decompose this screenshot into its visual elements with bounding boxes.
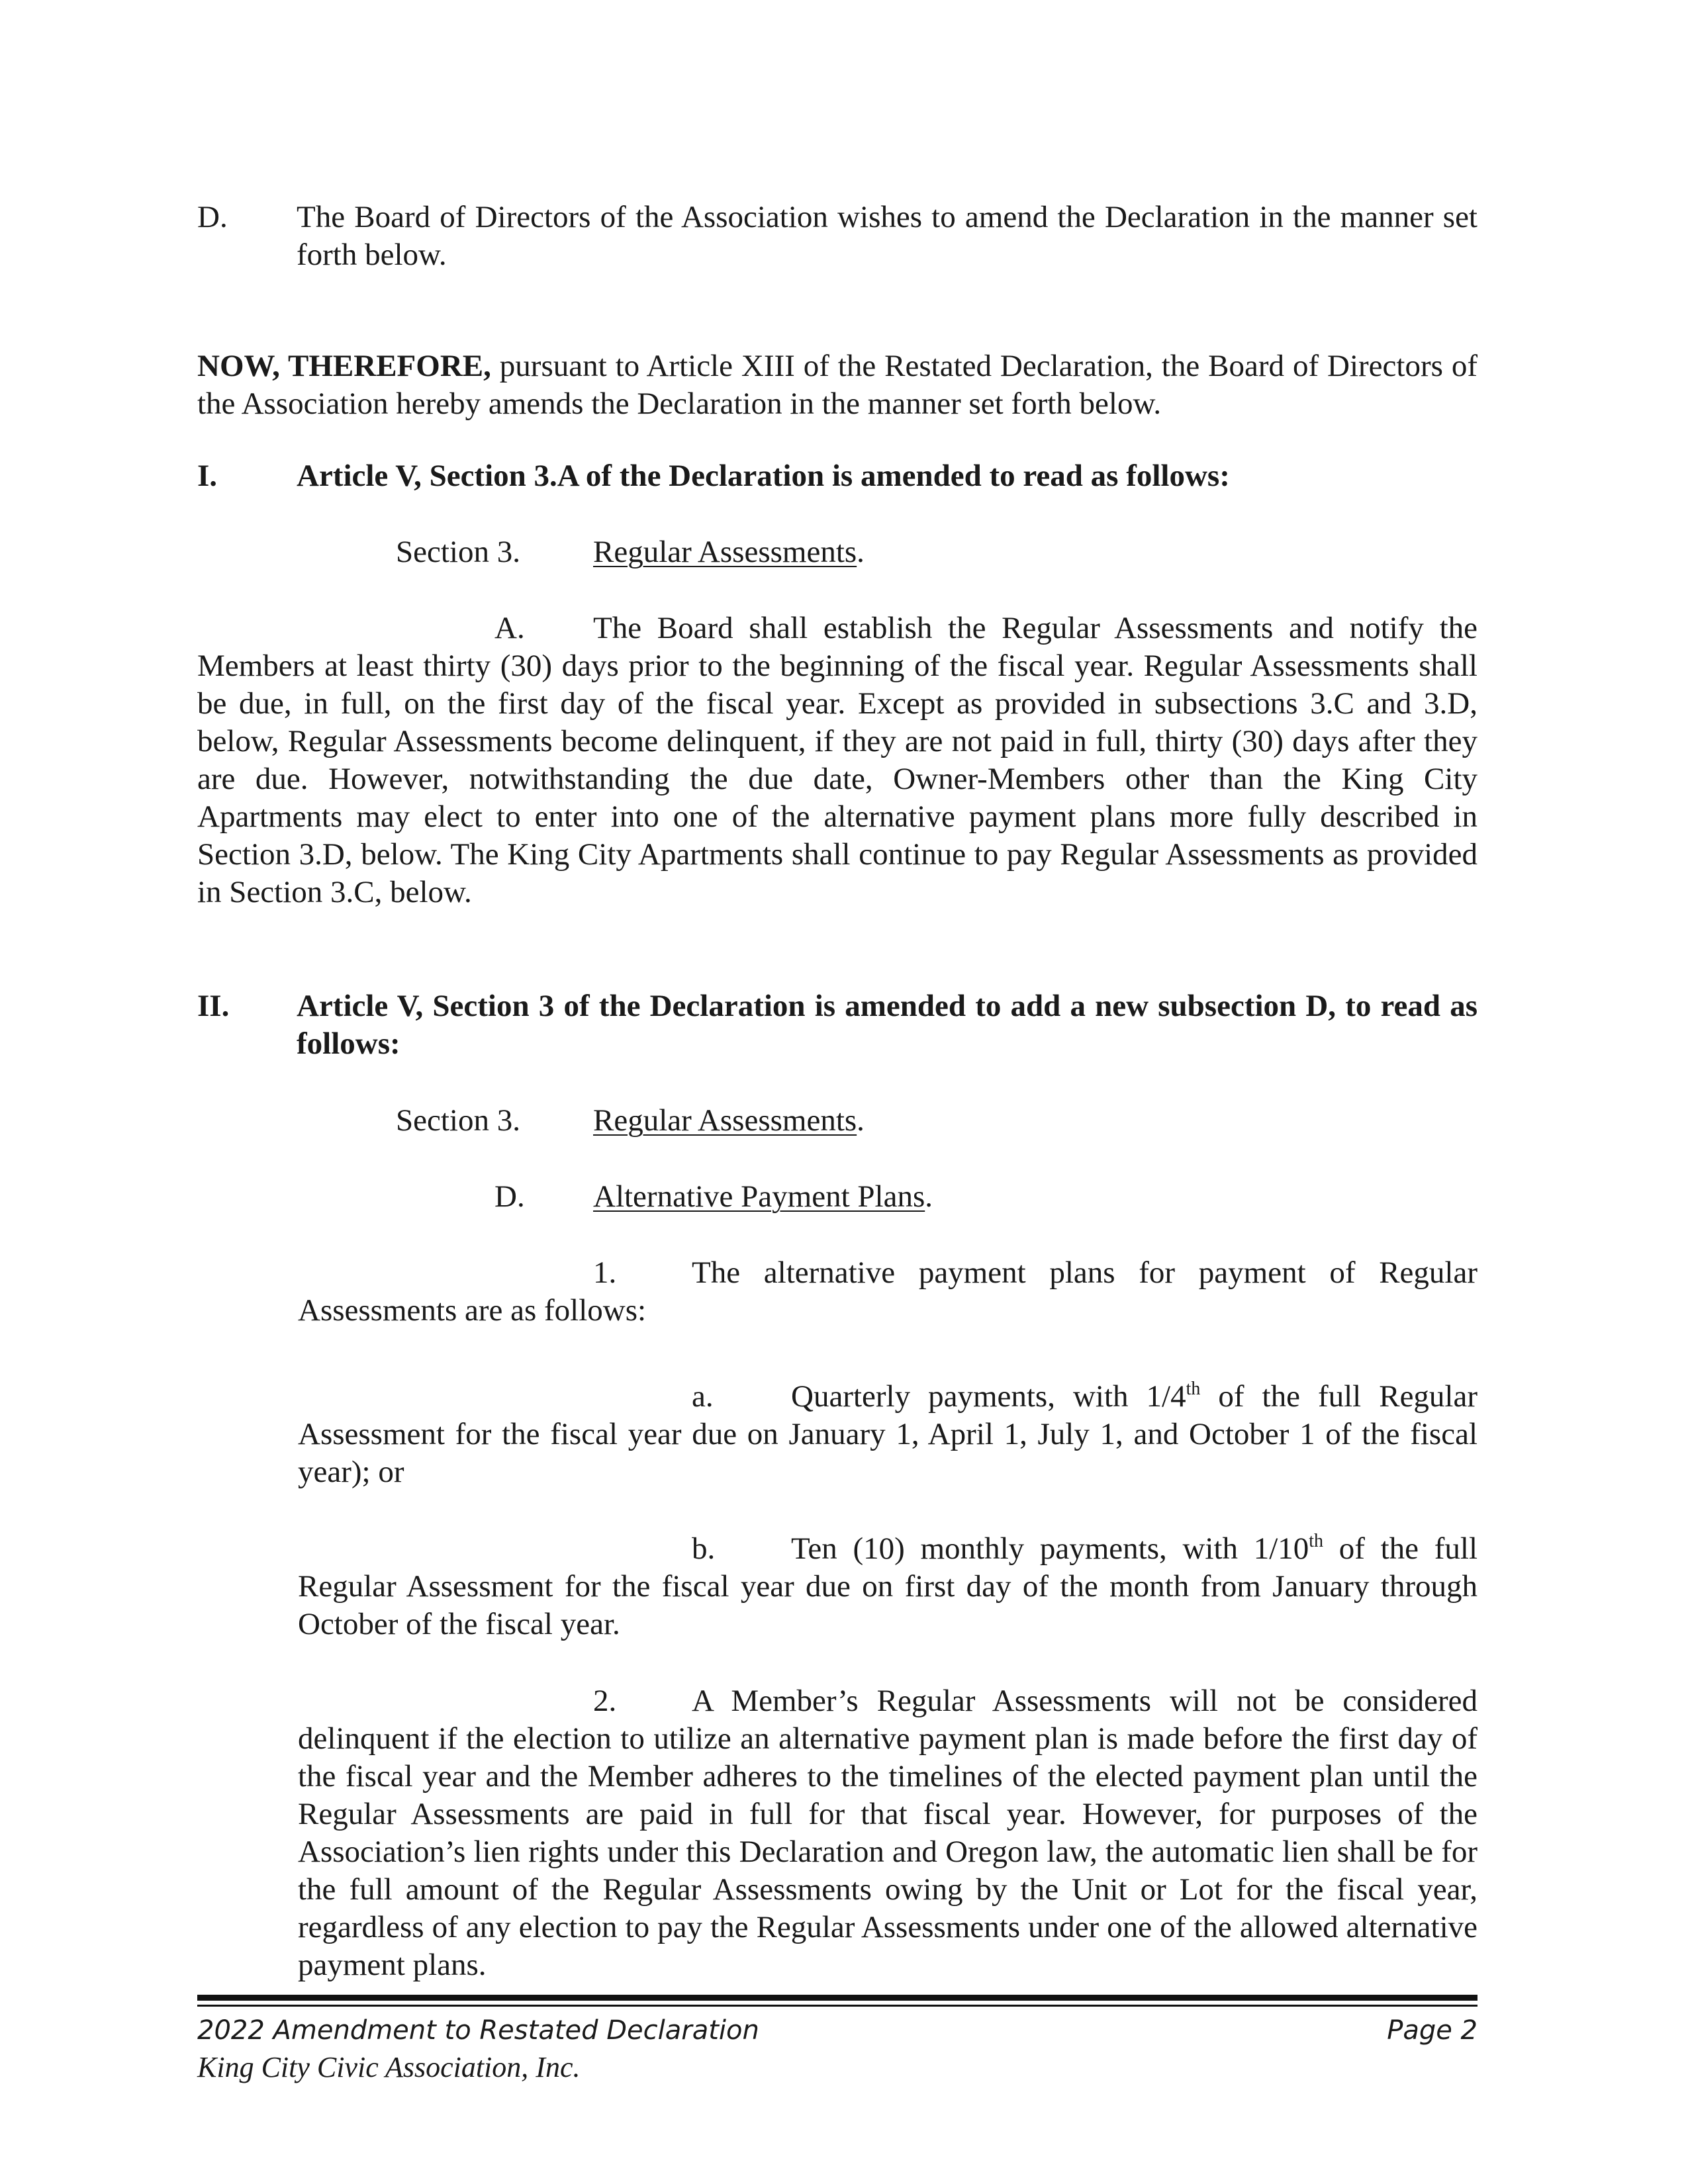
now-therefore-lead: NOW, THEREFORE, [197, 349, 491, 383]
amendment-1-para-first-line: The Board shall establish the Regular Assessments and notify the [593, 611, 1477, 645]
recital-d-text: The Board of Directors of the Association wishes to amend the Declaration in the manner set forth below. [297, 200, 1477, 272]
item-a-first-pre: Quarterly payments, with 1/4 [791, 1379, 1186, 1414]
amendment-1-label: I. [197, 459, 218, 493]
item-b-first-post: of the full [1323, 1531, 1478, 1566]
recital-d-label: D. [197, 200, 228, 234]
item-a-first-line [791, 1378, 1477, 1416]
amendment-2-heading [197, 987, 1477, 1063]
amendment-2-section-label: Section 3. [396, 1103, 520, 1138]
item-a-sup: th [1186, 1379, 1201, 1399]
footer-rule-thin [197, 2005, 1477, 2007]
footer-page-number: Page 2 [1387, 2015, 1477, 2046]
item-1-label: 1. [593, 1255, 617, 1290]
item-b-label: b. [692, 1531, 716, 1566]
amendment-1-section-label: Section 3. [396, 535, 520, 569]
footer [197, 2012, 1477, 2086]
item-b-first-line [791, 1530, 1477, 1568]
amendment-1-section-title: Regular Assessments [593, 535, 857, 569]
item-a-label: a. [692, 1379, 714, 1414]
amendment-2-label: II. [197, 989, 230, 1023]
item-b-body: Regular Assessment for the fiscal year due on first day of the month from January through October of the fiscal year. [298, 1569, 1477, 1641]
footer-rule-thick [197, 1995, 1477, 2001]
item-1-first-line: The alternative payment plans for payment of Regular [692, 1255, 1477, 1290]
item-2-body: delinquent if the election to utilize an alternative payment plan is made before the first day of the fiscal year and the Member adheres to the timelines of the elected payment plan until the Regular Assessments are paid in full for that fiscal year. However, for purposes of the Association’s lien rights under this Declaration and Oregon law, the automatic lien shall be for the full amount of the Regular Assessments owing by the Unit or Lot for the fiscal year, regardless of any election to pay the Regular Assessments under one of the allowed alternative payment plans. [298, 1721, 1477, 1982]
amendment-1-para-label: A. [494, 611, 525, 645]
item-1-body: Assessments are as follows: [298, 1293, 647, 1328]
subsection-d-title: Alternative Payment Plans [593, 1179, 925, 1214]
amendment-1-para-body: Members at least thirty (30) days prior to the beginning of the fiscal year. Regular Assessments shall be due, in full, on the first day of the fiscal year. Except as provided in subsections 3.C and 3.D, below, Regular Assessments become delinquent, if they are not paid in full, thirty (30) days after they are due. However, notwithstanding the due date, Owner-Members other than the King City Apartments may elect to enter into one of the alternative payment plans more fully described in Section 3.D, below. The King City Apartments shall continue to pay Regular Assessments as provided in Section 3.C, below. [197, 649, 1477, 909]
item-a-body: Assessment for the fiscal year due on January 1, April 1, July 1, and October 1 of the fiscal year); or [298, 1417, 1477, 1489]
footer-title: 2022 Amendment to Restated Declaration [197, 2015, 759, 2046]
now-therefore-text: pursuant to Article XIII of the Restated Declaration, the Board of Directors of the Association hereby amends the Declaration in the manner set forth below. [197, 349, 1477, 421]
amendment-2-section-title: Regular Assessments [593, 1103, 857, 1138]
amendment-1-heading-text: Article V, Section 3.A of the Declaration is amended to read as follows: [297, 459, 1230, 493]
recital-d [197, 199, 1477, 274]
now-therefore-paragraph [197, 347, 1477, 423]
item-b-first-pre: Ten (10) monthly payments, with 1/10 [791, 1531, 1309, 1566]
footer-org: King City Civic Association, Inc. [197, 2051, 581, 2083]
item-2-label: 2. [593, 1684, 617, 1718]
subsection-d-label: D. [494, 1179, 525, 1214]
item-a-first-post: of the full Regular [1200, 1379, 1478, 1414]
item-b-sup: th [1309, 1531, 1324, 1551]
item-2-first-line: A Member’s Regular Assessments will not be considered [692, 1684, 1477, 1718]
amendment-2-heading-text: Article V, Section 3 of the Declaration is amended to add a new subsection D, to read as follows: [297, 989, 1477, 1061]
amendment-1-heading [197, 457, 1477, 495]
